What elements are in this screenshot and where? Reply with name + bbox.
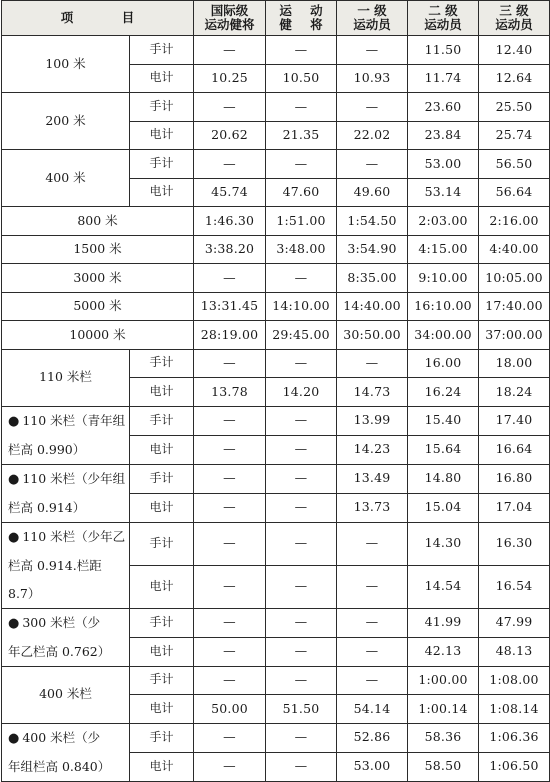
event-name-cell <box>2 292 194 321</box>
table-row <box>2 666 550 695</box>
grade-value-cell: 23.60 <box>408 93 479 122</box>
grade-value-cell: 47.60 <box>266 178 337 207</box>
event-name-cell <box>2 207 194 236</box>
event-name-line: 栏高 0.990） <box>8 441 86 457</box>
grade-value-cell: — <box>337 608 408 637</box>
table-row <box>2 608 550 637</box>
table-row <box>2 464 550 493</box>
grade-value-cell: 10.25 <box>194 64 266 93</box>
header-line: 运动员 <box>424 17 462 32</box>
electronic-timing-label: 电计 <box>130 435 194 464</box>
bullet-marker: ● <box>8 730 20 746</box>
grade-value-cell: 11.74 <box>408 64 479 93</box>
grade-value-cell: 1:08.00 <box>479 666 550 695</box>
bullet-marker: ● <box>8 471 20 487</box>
grade-value-cell: — <box>337 36 408 65</box>
grade-value-cell: 14:40.00 <box>337 292 408 321</box>
grade-value-cell: 8:35.00 <box>337 264 408 293</box>
grade-value-cell: 16.80 <box>479 464 550 493</box>
grade-value-cell: 53.00 <box>337 752 408 781</box>
event-name-cell <box>2 321 194 350</box>
event-name-cell <box>2 36 130 93</box>
grade-value-cell: — <box>266 464 337 493</box>
event-name-line: 110 米栏（青年组 <box>22 412 126 428</box>
grade-value-cell: 56.50 <box>479 150 550 179</box>
table-row <box>2 349 550 378</box>
table-row <box>2 264 550 293</box>
header-third-class <box>479 1 550 36</box>
grade-value-cell: — <box>194 723 266 752</box>
table-body <box>2 36 550 782</box>
grade-value-cell: — <box>337 637 408 666</box>
header-line: 三 级 <box>499 2 529 18</box>
event-name-line: 400 米 <box>45 169 86 185</box>
electronic-timing-label: 电计 <box>130 752 194 781</box>
grade-value-cell: — <box>194 93 266 122</box>
grade-value-cell: — <box>266 666 337 695</box>
header-line: 运动健将 <box>204 17 255 32</box>
hand-timing-label: 手计 <box>130 723 194 752</box>
electronic-timing-label: 电计 <box>130 637 194 666</box>
grade-value-cell: 14.80 <box>408 464 479 493</box>
grade-value-cell: 9:10.00 <box>408 264 479 293</box>
hand-timing-label: 手计 <box>130 349 194 378</box>
grade-value-cell: 12.64 <box>479 64 550 93</box>
grade-value-cell: — <box>337 522 408 565</box>
event-name-cell <box>2 608 130 666</box>
electronic-timing-label: 电计 <box>130 378 194 407</box>
grade-value-cell: 58.36 <box>408 723 479 752</box>
grade-value-cell: 37:00.00 <box>479 321 550 350</box>
grade-value-cell: 54.14 <box>337 695 408 724</box>
grade-value-cell: 47.99 <box>479 608 550 637</box>
grade-value-cell: — <box>266 723 337 752</box>
grade-value-cell: 1:08.14 <box>479 695 550 724</box>
event-name-line: 110 米栏 <box>39 369 92 385</box>
grade-value-cell: 48.13 <box>479 637 550 666</box>
grade-value-cell: 15.40 <box>408 406 479 435</box>
grade-value-cell: — <box>194 565 266 608</box>
grade-value-cell: — <box>266 522 337 565</box>
grade-value-cell: 1:54.50 <box>337 207 408 236</box>
grade-value-cell: 14:10.00 <box>266 292 337 321</box>
event-name-line: 年组栏高 0.840） <box>8 758 111 774</box>
header-second-class <box>408 1 479 36</box>
grade-value-cell: 16.54 <box>479 565 550 608</box>
table-row <box>2 207 550 236</box>
grade-value-cell: 22.02 <box>337 121 408 150</box>
event-name-cell <box>2 522 130 608</box>
grade-value-cell: — <box>266 565 337 608</box>
grade-value-cell: 21.35 <box>266 121 337 150</box>
grade-value-cell: — <box>194 349 266 378</box>
grade-value-cell: 1:06.50 <box>479 752 550 781</box>
event-name-line: 年乙栏高 0.762） <box>8 643 111 659</box>
grade-value-cell: 17.40 <box>479 406 550 435</box>
grade-value-cell: 1:00.00 <box>408 666 479 695</box>
grade-value-cell: — <box>194 522 266 565</box>
electronic-timing-label: 电计 <box>130 64 194 93</box>
grade-value-cell: — <box>194 752 266 781</box>
grade-value-cell: — <box>337 349 408 378</box>
table-row <box>2 150 550 179</box>
grade-value-cell: 41.99 <box>408 608 479 637</box>
grade-value-cell: 51.50 <box>266 695 337 724</box>
grade-value-cell: 12.40 <box>479 36 550 65</box>
event-name-line: 400 米栏 <box>39 686 92 702</box>
grade-value-cell: 34:00.00 <box>408 321 479 350</box>
grade-value-cell: 1:06.36 <box>479 723 550 752</box>
hand-timing-label: 手计 <box>130 36 194 65</box>
grade-value-cell: 13.78 <box>194 378 266 407</box>
grade-value-cell: — <box>194 406 266 435</box>
table-row <box>2 522 550 565</box>
grade-value-cell: 1:00.14 <box>408 695 479 724</box>
grade-value-cell: — <box>337 565 408 608</box>
header-project: 项 目 <box>2 1 194 36</box>
grade-value-cell: 1:51.00 <box>266 207 337 236</box>
grade-value-cell: 18.24 <box>479 378 550 407</box>
grade-value-cell: 14.30 <box>408 522 479 565</box>
grade-value-cell: 4:40.00 <box>479 235 550 264</box>
event-name-cell <box>2 723 130 781</box>
grade-value-cell: 4:15.00 <box>408 235 479 264</box>
bullet-marker: ● <box>8 413 20 429</box>
grade-value-cell: 14.23 <box>337 435 408 464</box>
grade-value-cell: — <box>194 464 266 493</box>
grade-value-cell: — <box>194 666 266 695</box>
bullet-marker: ● <box>8 529 20 545</box>
grade-value-cell: 17:40.00 <box>479 292 550 321</box>
event-name-cell <box>2 349 130 406</box>
event-name-line: 100 米 <box>45 55 86 71</box>
grade-value-cell: 10:05.00 <box>479 264 550 293</box>
grade-value-cell: 25.74 <box>479 121 550 150</box>
table-row <box>2 723 550 752</box>
athletics-grade-standards-table <box>1 0 550 782</box>
event-name-line: 1500 米 <box>73 241 122 257</box>
grade-value-cell: 42.13 <box>408 637 479 666</box>
grade-value-cell: 3:38.20 <box>194 235 266 264</box>
grade-value-cell: 14.54 <box>408 565 479 608</box>
event-name-cell <box>2 666 130 723</box>
grade-value-cell: — <box>337 93 408 122</box>
grade-value-cell: — <box>194 150 266 179</box>
grade-value-cell: 14.20 <box>266 378 337 407</box>
grade-value-cell: — <box>194 36 266 65</box>
electronic-timing-label: 电计 <box>130 493 194 522</box>
grade-value-cell: 30:50.00 <box>337 321 408 350</box>
grade-value-cell: 13:31.45 <box>194 292 266 321</box>
grade-value-cell: — <box>266 493 337 522</box>
grade-value-cell: 29:45.00 <box>266 321 337 350</box>
grade-value-cell: — <box>266 264 337 293</box>
bullet-marker: ● <box>8 615 20 631</box>
grade-value-cell: — <box>337 150 408 179</box>
grade-value-cell: 18.00 <box>479 349 550 378</box>
grade-value-cell: — <box>194 264 266 293</box>
header-line: 健 将 <box>279 17 330 32</box>
grade-value-cell: 2:16.00 <box>479 207 550 236</box>
grade-value-cell: — <box>194 637 266 666</box>
grade-value-cell: 17.04 <box>479 493 550 522</box>
grade-value-cell: — <box>266 637 337 666</box>
event-name-cell <box>2 93 130 150</box>
header-first-class <box>337 1 408 36</box>
grade-value-cell: 13.49 <box>337 464 408 493</box>
electronic-timing-label: 电计 <box>130 121 194 150</box>
electronic-timing-label: 电计 <box>130 565 194 608</box>
grade-value-cell: 53.00 <box>408 150 479 179</box>
grade-value-cell: — <box>194 435 266 464</box>
table-row <box>2 406 550 435</box>
grade-value-cell: 16.24 <box>408 378 479 407</box>
hand-timing-label: 手计 <box>130 608 194 637</box>
grade-value-cell: — <box>194 608 266 637</box>
event-name-cell <box>2 406 130 464</box>
header-line: 运动员 <box>353 17 391 32</box>
grade-value-cell: 49.60 <box>337 178 408 207</box>
grade-value-cell: 13.73 <box>337 493 408 522</box>
header-line: 一 级 <box>357 2 387 18</box>
event-name-line: 300 米栏（少 <box>22 614 101 630</box>
event-name-line: 3000 米 <box>73 269 122 285</box>
grade-value-cell: 16.30 <box>479 522 550 565</box>
event-name-line: 10000 米 <box>69 326 126 342</box>
electronic-timing-label: 电计 <box>130 695 194 724</box>
event-name-line: 110 米栏（少年组 <box>22 470 126 486</box>
table-row <box>2 321 550 350</box>
grade-value-cell: 16.00 <box>408 349 479 378</box>
grade-value-cell: — <box>337 666 408 695</box>
hand-timing-label: 手计 <box>130 406 194 435</box>
grade-value-cell: 14.73 <box>337 378 408 407</box>
grade-value-cell: 23.84 <box>408 121 479 150</box>
hand-timing-label: 手计 <box>130 93 194 122</box>
event-name-line: 栏高 0.914.栏距 8.7） <box>8 557 102 601</box>
grade-value-cell: 58.50 <box>408 752 479 781</box>
header-master <box>266 1 337 36</box>
grade-value-cell: 53.14 <box>408 178 479 207</box>
header-international-master <box>194 1 266 36</box>
grade-value-cell: 1:46.30 <box>194 207 266 236</box>
electronic-timing-label: 电计 <box>130 178 194 207</box>
grade-value-cell: 45.74 <box>194 178 266 207</box>
grade-value-cell: 56.64 <box>479 178 550 207</box>
grade-value-cell: 10.93 <box>337 64 408 93</box>
grade-value-cell: 16:10.00 <box>408 292 479 321</box>
grade-value-cell: 15.64 <box>408 435 479 464</box>
event-name-line: 400 米栏（少 <box>22 729 101 745</box>
hand-timing-label: 手计 <box>130 666 194 695</box>
event-name-cell <box>2 150 130 207</box>
grade-value-cell: 16.64 <box>479 435 550 464</box>
grade-value-cell: 28:19.00 <box>194 321 266 350</box>
event-name-line: 200 米 <box>45 112 86 128</box>
event-name-cell <box>2 464 130 522</box>
event-name-line: 110 米栏（少年乙 <box>22 528 126 544</box>
grade-value-cell: — <box>266 752 337 781</box>
grade-value-cell: 52.86 <box>337 723 408 752</box>
event-name-line: 800 米 <box>77 212 118 228</box>
grade-value-cell: 25.50 <box>479 93 550 122</box>
header-line: 运动员 <box>495 17 533 32</box>
grade-value-cell: — <box>266 93 337 122</box>
table-row <box>2 235 550 264</box>
header-line: 二 级 <box>428 2 458 18</box>
grade-value-cell: 15.04 <box>408 493 479 522</box>
event-name-cell <box>2 235 194 264</box>
header-line: 运 动 <box>279 2 330 18</box>
event-name-line: 栏高 0.914） <box>8 499 86 515</box>
event-name-line: 5000 米 <box>73 298 122 314</box>
header-row <box>2 1 550 36</box>
grade-value-cell: — <box>266 608 337 637</box>
event-name-cell <box>2 264 194 293</box>
grade-value-cell: — <box>266 150 337 179</box>
grade-value-cell: 50.00 <box>194 695 266 724</box>
hand-timing-label: 手计 <box>130 464 194 493</box>
grade-value-cell: 11.50 <box>408 36 479 65</box>
header-line: 国际级 <box>210 2 249 18</box>
grade-value-cell: 10.50 <box>266 64 337 93</box>
grade-value-cell: 2:03.00 <box>408 207 479 236</box>
hand-timing-label: 手计 <box>130 150 194 179</box>
grade-value-cell: — <box>266 36 337 65</box>
table-row <box>2 292 550 321</box>
hand-timing-label: 手计 <box>130 522 194 565</box>
table-row <box>2 93 550 122</box>
grade-value-cell: 3:54.90 <box>337 235 408 264</box>
grade-value-cell: — <box>266 435 337 464</box>
grade-value-cell: — <box>194 493 266 522</box>
grade-value-cell: 3:48.00 <box>266 235 337 264</box>
grade-value-cell: 20.62 <box>194 121 266 150</box>
grade-value-cell: 13.99 <box>337 406 408 435</box>
table-row <box>2 36 550 65</box>
grade-value-cell: — <box>266 406 337 435</box>
grade-value-cell: — <box>266 349 337 378</box>
